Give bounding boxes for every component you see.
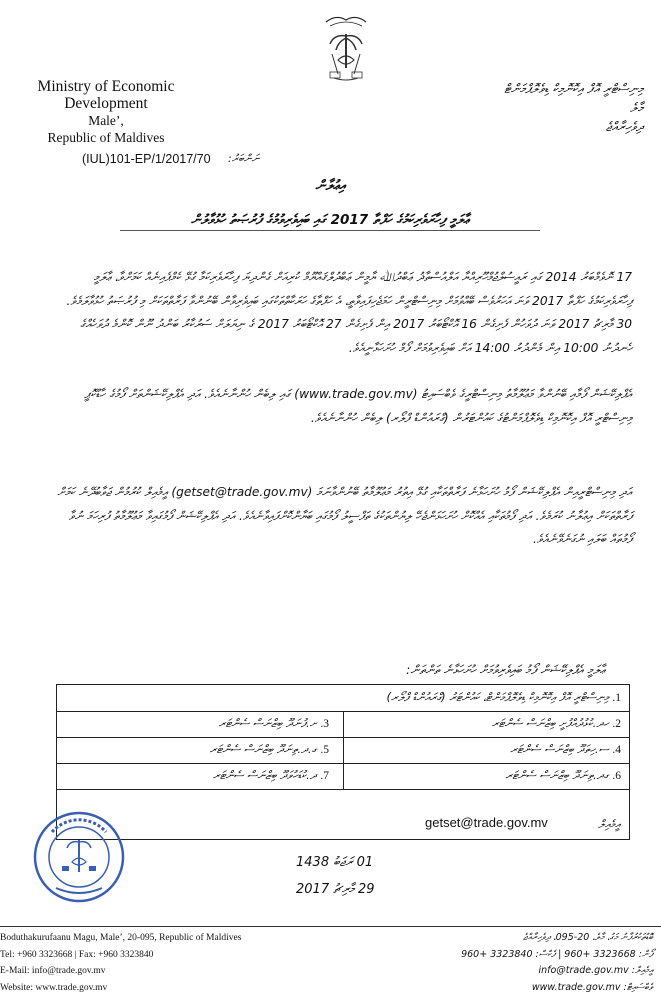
footer-phone-fax: Tel: +960 3323668 | Fax: +960 3323840: [0, 949, 154, 960]
email-row: [57, 789, 629, 839]
reference-number: (IUL)101-EP/1/2017/70: [82, 152, 211, 166]
footer-phone-fax-dv: ފޯން: 3323668 +960 | ފެކްސް: 3323840 +960: [461, 948, 653, 960]
footer-contact-dv: [423, 930, 653, 996]
footer-contact-en: [0, 930, 241, 996]
date-gregorian: 29 މާރިޗު 2017: [296, 882, 375, 897]
table-row: [57, 685, 629, 712]
table-cell: 7. ދ.ކުޑަހުވަދޫ ބިޒްނަސް ސެންޓަރ: [213, 768, 329, 782]
ministry-name-dv: މިނިސްޓްރީ އޮފް އިކޮނޮމިކް ޑިވެލޮޕްމަންޓް: [504, 82, 643, 97]
body-paragraph: އަދި މިނިސްޓްރީއިން އެޕްލިކޭޝަން ފޯމު ހުށަހަޅާނެ ފަރާތްތަކާއި ގުޅޭ އިތުރު މަޢުލޫމާތު ބޭނުންވާނަމަ (getset@trade.gov.mv) އީމެއިލް ކުރުމުން ޖަވާބުދޭނެ ކަމަށް ފަރާތްތަކަށް އިޢުލާނު ކުރަމެވެ. އަދި ފޯމުތަކާއި އެއްކޮށް ހުށަހަޅަންޖެހޭ ލިޔުންތަކުގެ ތަފްސީލު ފޯމުގައި ބަޔާންކޮށްފައިވާނެއެވެ. އަދި އެޕްލިކޭޝަން ފޯމުގައިވާ މަޢުލޫމާތު ފުރިހަމަ ނުވާ ފޯމުތައް ބަލައި ނުގަނެވޭނެއެވެ.: [57, 485, 632, 546]
footer-website-dv[interactable]: ވެބްސައިޓް: www.trade.gov.mv: [531, 981, 653, 993]
footer-address-dv: ބޮޑުތަކުރުފާނު މަގު، މާލެ، 20-095، ދިވެހިރާއްޖެ: [523, 932, 653, 943]
table-cell: 2. ހދ.ކުޅުދުއްފުށީ ބިޒްނަސް ސެންޓަރ: [491, 716, 621, 730]
date-hijri: 01 ރަޖަބު 1438: [296, 855, 374, 870]
email-label: އީމެއިލް: [598, 817, 620, 831]
ministry-city-en: Male’,: [88, 113, 124, 128]
footer-email[interactable]: E-Mail: info@trade.gov.mv: [0, 966, 106, 976]
ministry-address-en: [0, 78, 216, 146]
body-paragraph: އެޕްލިކޭޝަން ފޯމާއި ބޭނުންވާ މަޢުލޫމާތު މިނިސްޓްރީގެ ވެބްސައިޓު (www.trade.gov.mv) ގައި ލިބެން ހުންނާނެއެވެ. އަދި އެޕްލިކޭޝަންތަށް ފޯމުގެ ހާޑްކޮޕީ މިނިސްޓްރީ އޮފް އިކޮނޮމިކް ޑިވެލޮޕްމަންޓުގެ ކައުންޓަރުން (ގްރައުންޑް ފްލޯރ) ލިބެން ހުންނާނެއެވެ.: [84, 387, 632, 425]
notice-title: އިޢުލާން: [315, 178, 346, 194]
official-seal-icon: [32, 810, 126, 904]
email-link[interactable]: getset@trade.gov.mv: [425, 815, 548, 830]
ministry-address-dv: [425, 80, 643, 137]
ministry-name-en: Ministry of Economic Development: [37, 78, 175, 112]
table-cell: 3. ށ.ފުނަދޫ ބިޒްނަސް ސެންޓަރ: [218, 716, 329, 730]
notice-subject: ޢާލަމީ ފިހާރަވެރިކަމުގެ ހަފްތާ 2017 ގައި ބައިވެރިވުމުގެ ފުރުޞަތު ހުޅުވާލުން: [120, 212, 540, 231]
ministry-city-dv: މާލެ: [630, 101, 643, 116]
reference-label: ނަންބަރު:: [228, 152, 260, 165]
locations-heading: ޢާލަމީ އެޕްލިކޭޝަން ފޯމު ބައިވެރިވުމަށް ހުށަހަޅާނެ ތަންތަން:: [406, 662, 605, 677]
ministry-country-dv: ދިވެހިރާއްޖެ: [605, 120, 643, 135]
footer-divider: [0, 926, 661, 927]
table-cell: 5. ގ.ދ.ތިނަދޫ ބިޒްނަސް ސެންޓަރ: [209, 742, 329, 756]
locations-table: [56, 684, 630, 840]
column-divider: [343, 711, 344, 789]
footer-email-dv[interactable]: އީމެއިލް: info@trade.gov.mv: [538, 965, 653, 976]
table-cell: 6. ގދ.ތިނަދޫ ބިޒްނަސް ސެންޓަރ: [505, 768, 621, 782]
table-cell: 4. ސ.ހިތަދޫ ބިޒްނަސް ސެންޓަރ: [510, 742, 621, 756]
footer-website[interactable]: Website: www.trade.gov.mv: [0, 982, 108, 993]
body-paragraph: 17 ނޮވެމްބަރު 2014 ގައި ރައީސުލްޖުމްހޫރިއްޔާ އަލްއުސްތާޛު ޢަބްދުﷲ ޔާމީން ޢަބްދުލްޤައްޔޫމް ކުރިއަށް ގެންދިޔަ ފިހާރަވެރިކަމާ ގުޅޭ ކެމްޕެއިނެއް ކަމަށްވާ، ޢާލަމީ ފިހާރަވެރިކަމުގެ ހަފްތާ 2017 ވަނަ އަހަރުވެސް ބޭއްވުމަށް މިނިސްޓްރީން ހަމަޖެހިފައިވާތީ، އެ ހަފްތާގެ ހަރަކާތްތަކުގައި ބައިވެރިވާން ބޭނުންވާ ފަރާތްތަކަށް މި ފުރުޞަތު ހުޅުވާލަމެވެ. 30 މާރިޗު 2017 ވަނަ ދުވަހުން ފެށިގެން 16 އޮކްޓޯބަރު 2017 އިން ފެށިގެން 27 އޮކްޓޯބަރު 2017 ގެ ނިޔަލަށް ސަރުކާރު ބަންދު ނޫން ކޮންމެ ދުވަހެއްގެ ހެނދުނު 10:00 އިން މެންދުރު 14:00 އަށް ބައިވެރިވުމަށް ފޯމް ހުށަހަޅާނީއެވެ.: [66, 270, 632, 355]
ministry-country-en: Republic of Maldives: [47, 130, 165, 145]
footer-address: Boduthakurufaanu Magu, Male’, 20-095, Republic of Maldives: [0, 933, 242, 943]
government-crest-icon: [320, 12, 372, 84]
table-cell: 1. މިނިސްޓްރީ އޮފް އިކޮނޮމިކް ޑިވެލޮޕްމަންޓް، ކައުންޓަރު (ގްރައުންޑް ފްލޯރ): [386, 690, 621, 704]
